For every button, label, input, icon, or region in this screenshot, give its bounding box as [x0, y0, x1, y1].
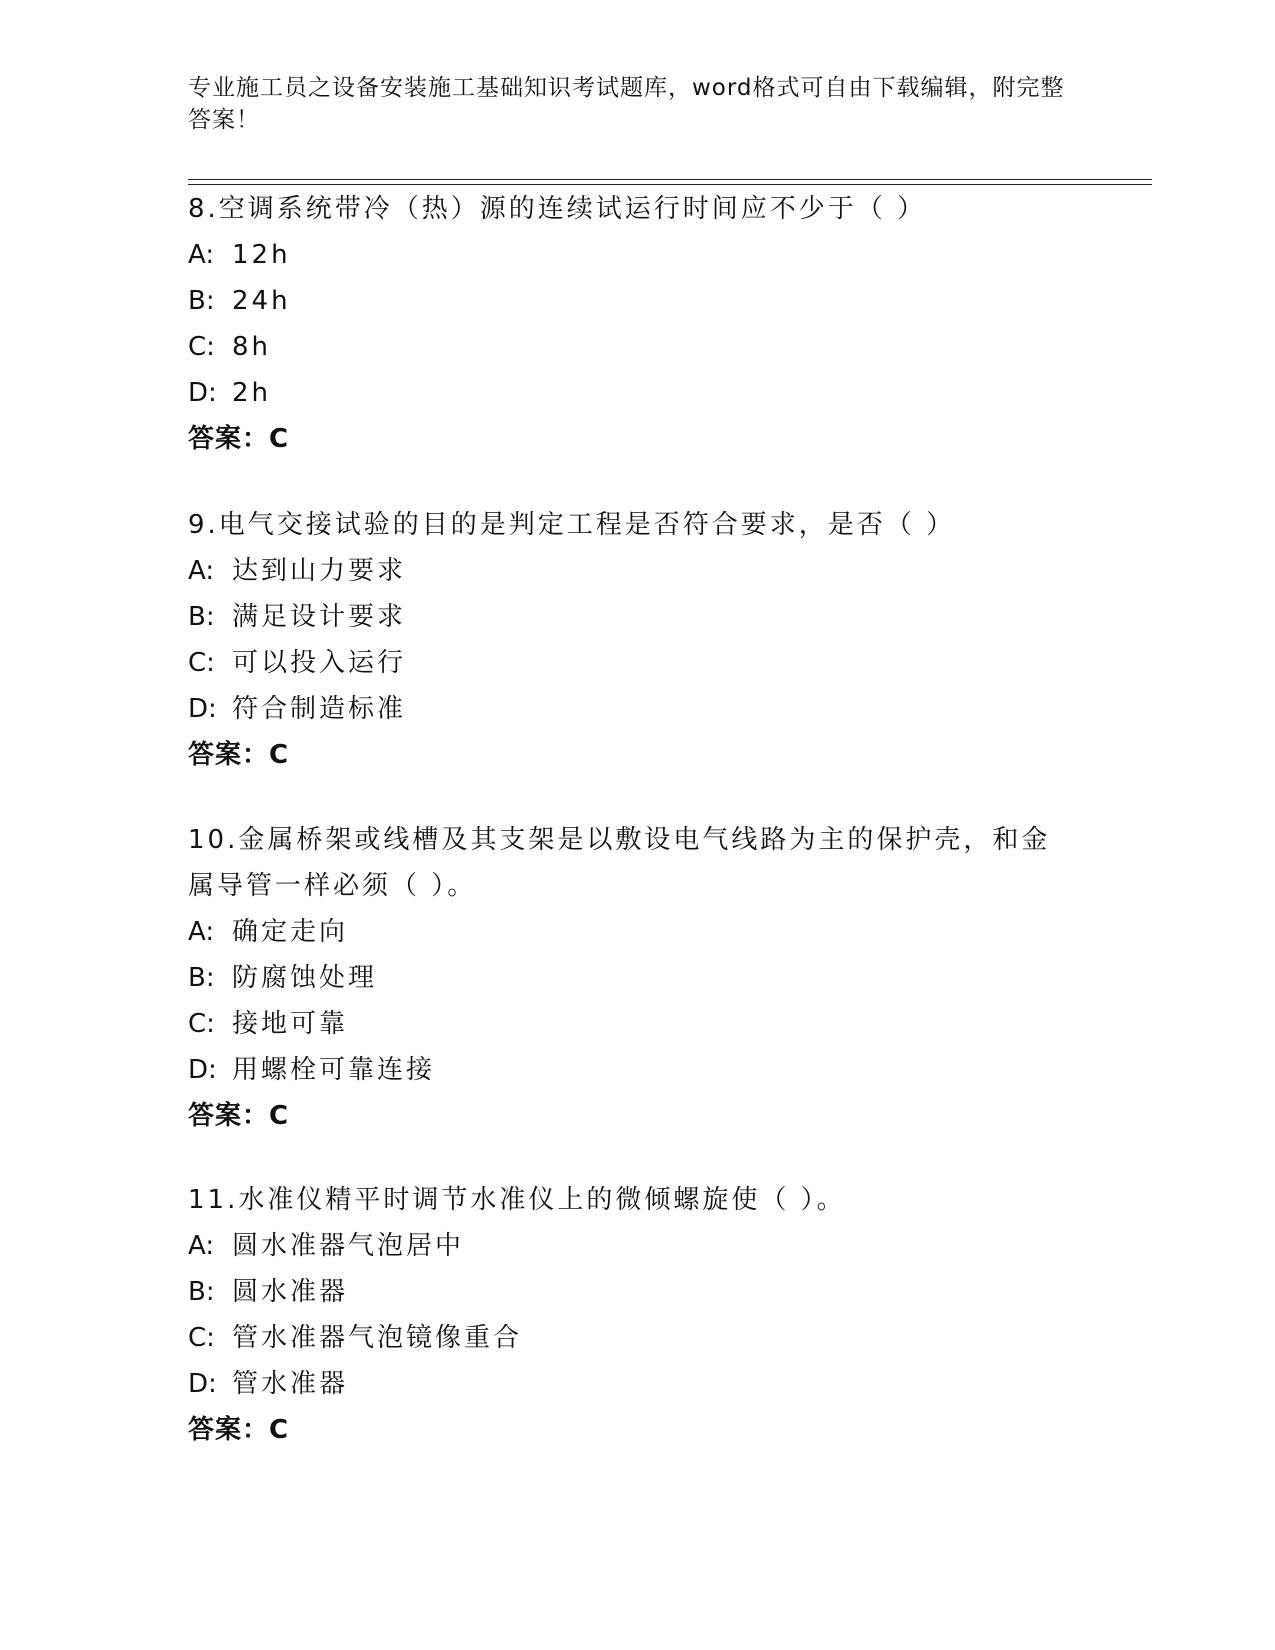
question-8: [188, 186, 1088, 462]
option-text: 接地可靠: [232, 1009, 349, 1039]
option-c: [188, 640, 1088, 686]
option-a: [188, 909, 1068, 955]
option-text: 管水准器: [232, 1369, 349, 1399]
option-b: [188, 278, 1088, 324]
option-d: [188, 686, 1088, 732]
option-text: 圆水准器气泡居中: [232, 1231, 465, 1261]
question-stem: 10.金属桥架或线槽及其支架是以敷设电气线路为主的保护壳，和金属导管一样必须（ ）。: [188, 825, 1051, 901]
question-11: [188, 1177, 1088, 1453]
option-letter: A:: [188, 240, 215, 270]
option-a: [188, 1223, 1088, 1269]
option-letter: A:: [188, 556, 215, 586]
header-divider-bottom: [188, 184, 1152, 185]
option-letter: D:: [188, 694, 217, 724]
option-c: [188, 324, 1088, 370]
option-letter: A:: [188, 1231, 215, 1261]
option-text: 用螺栓可靠连接: [232, 1055, 436, 1085]
option-letter: B:: [188, 963, 215, 993]
answer-text: 答案：C: [188, 1415, 290, 1445]
option-letter: A:: [188, 917, 215, 947]
option-text: 达到山力要求: [232, 556, 407, 586]
question-9: [188, 502, 1088, 778]
answer-text: 答案：C: [188, 1101, 290, 1131]
option-text: 12h: [232, 240, 291, 270]
option-letter: B:: [188, 286, 215, 316]
option-d: [188, 1047, 1068, 1093]
option-b: [188, 594, 1088, 640]
option-a: [188, 548, 1088, 594]
option-d: [188, 1361, 1088, 1407]
option-b: [188, 955, 1068, 1001]
option-letter: C:: [188, 648, 215, 678]
option-c: [188, 1001, 1068, 1047]
option-b: [188, 1269, 1088, 1315]
option-a: [188, 232, 1088, 278]
option-text: 可以投入运行: [232, 648, 407, 678]
question-stem: 9.电气交接试验的目的是判定工程是否符合要求，是否（ ）: [188, 510, 956, 540]
option-d: [188, 370, 1088, 416]
option-letter: C:: [188, 332, 215, 362]
option-text: 满足设计要求: [232, 602, 407, 632]
option-text: 符合制造标准: [232, 694, 407, 724]
option-text: 圆水准器: [232, 1277, 349, 1307]
option-text: 2h: [232, 378, 272, 408]
question-stem: 11.水准仪精平时调节水准仪上的微倾螺旋使（ ）。: [188, 1185, 846, 1215]
option-text: 确定走向: [232, 917, 349, 947]
option-letter: B:: [188, 602, 215, 632]
answer-text: 答案：C: [188, 740, 290, 770]
option-letter: D:: [188, 1369, 217, 1399]
document-header: 专业施工员之设备安装施工基础知识考试题库，word格式可自由下载编辑，附完整答案！: [188, 75, 1065, 133]
option-text: 防腐蚀处理: [232, 963, 378, 993]
option-c: [188, 1315, 1088, 1361]
answer-text: 答案：C: [188, 424, 290, 454]
option-letter: D:: [188, 378, 217, 408]
option-letter: C:: [188, 1009, 215, 1039]
option-text: 8h: [232, 332, 272, 362]
option-letter: D:: [188, 1055, 217, 1085]
option-text: 24h: [232, 286, 291, 316]
header-divider-top: [188, 179, 1152, 180]
option-letter: C:: [188, 1323, 215, 1353]
option-text: 管水准器气泡镜像重合: [232, 1323, 523, 1353]
question-10: [188, 817, 1068, 1139]
question-stem: 8.空调系统带冷（热）源的连续试运行时间应不少于（ ）: [188, 194, 927, 224]
option-letter: B:: [188, 1277, 215, 1307]
